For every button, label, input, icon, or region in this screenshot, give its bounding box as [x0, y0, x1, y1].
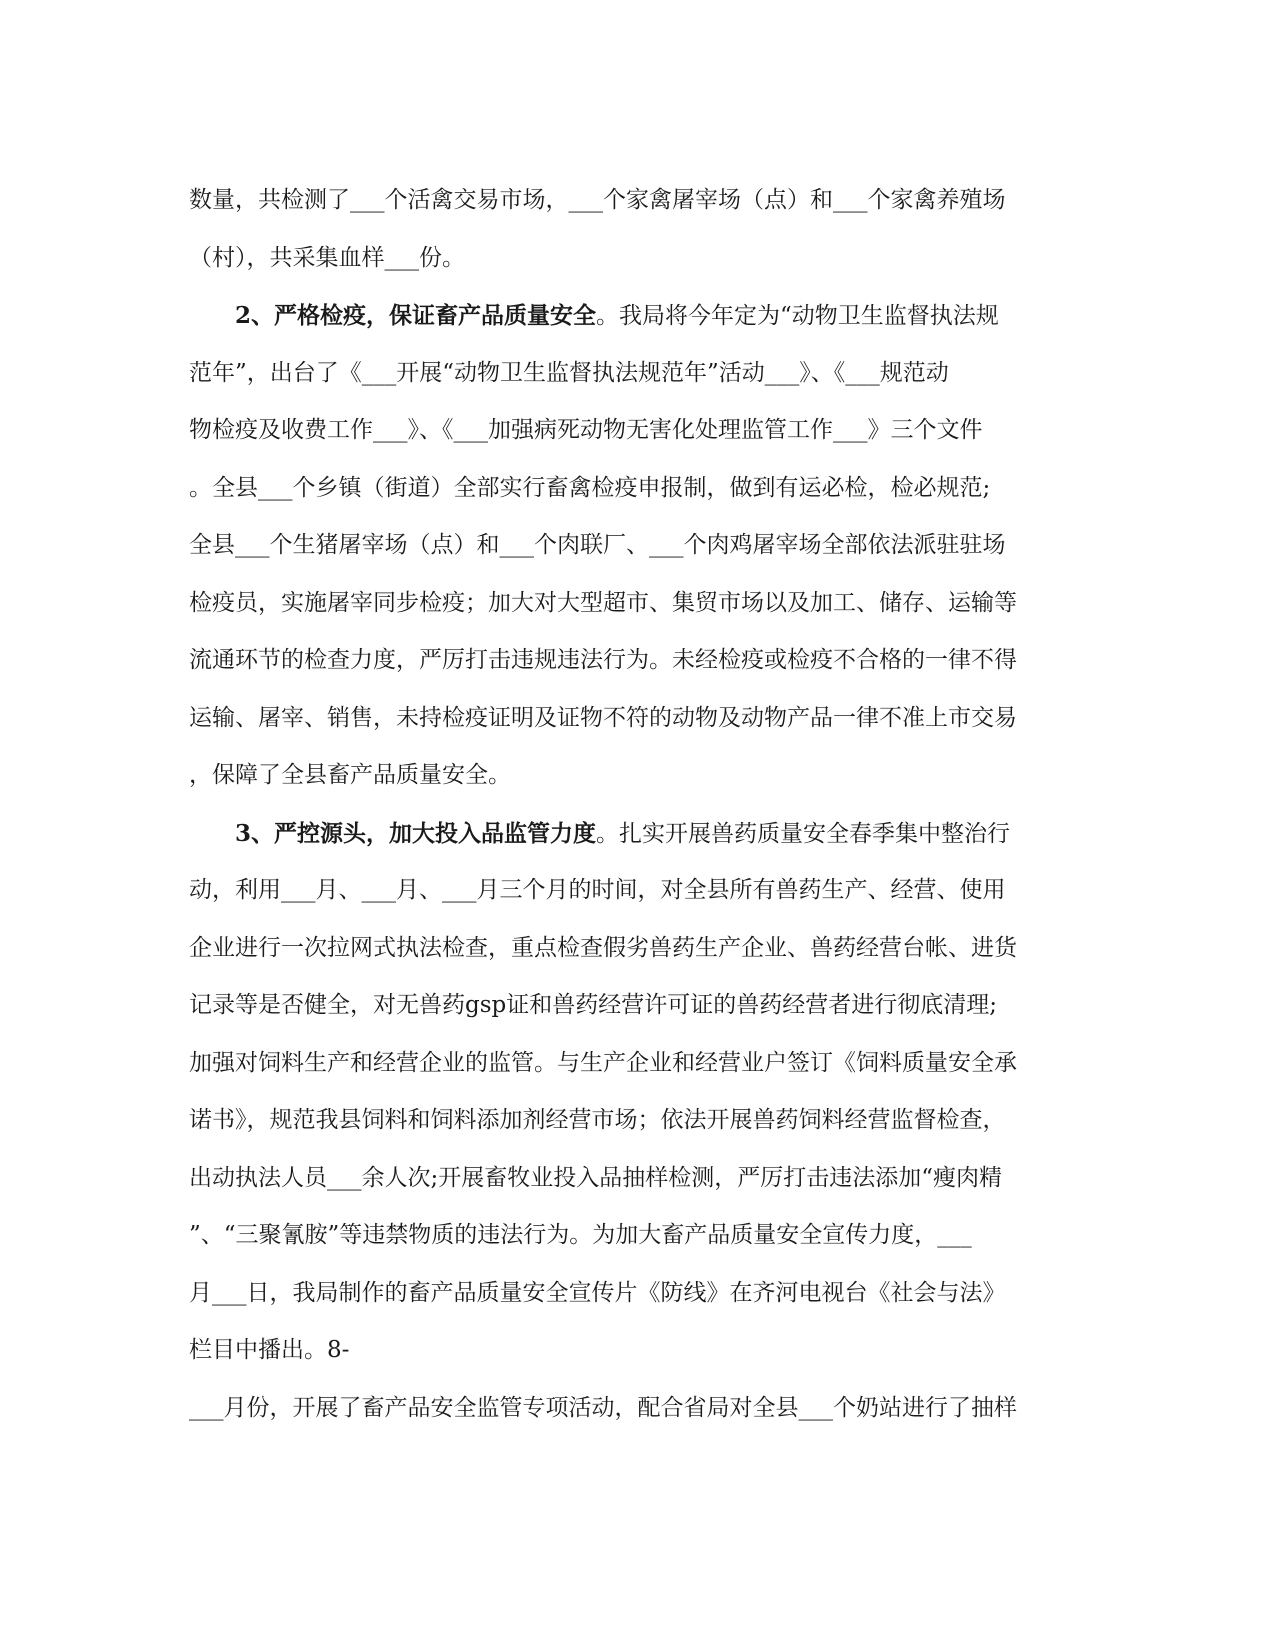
- text-line: ___月份，开展了畜产品安全监管专项活动，配合省局对全县___个奶站进行了抽样: [189, 1394, 1017, 1421]
- text-line: （村），共采集血样___份。: [189, 244, 465, 271]
- text-line: 检疫员，实施屠宰同步检疫；加大对大型超市、集贸市场以及加工、储存、运输等: [189, 589, 1017, 616]
- text-line: 栏目中播出。8-: [189, 1337, 350, 1363]
- paragraph-heading-line: [189, 805, 1089, 863]
- section-heading-3: 3、严控源头，加大投入品监管力度: [235, 819, 597, 847]
- text-line: 范年”，出台了《___开展“动物卫生监督执法规范年”活动___》、《___规范动: [189, 359, 949, 386]
- text-line: 加强对饲料生产和经营企业的监管。与生产企业和经营业户签订《饲料质量安全承: [189, 1049, 1017, 1076]
- text-line: ”、“三聚氰胺”等违禁物质的违法行为。为加大畜产品质量安全宣传力度，___: [189, 1222, 972, 1248]
- text-line: 月___日，我局制作的畜产品质量安全宣传片《防线》在齐河电视台《社会与法》: [189, 1279, 1006, 1306]
- document-body: [189, 172, 1089, 1437]
- text-line: 全县___个生猪屠宰场（点）和___个肉联厂、___个肉鸡屠宰场全部依法派驻驻场: [189, 532, 1006, 558]
- text-line: 流通环节的检查力度，严厉打击违规违法行为。未经检疫或检疫不合格的一律不得: [189, 647, 1017, 673]
- text-run: 。扎实开展兽药质量安全春季集中整治行: [596, 820, 1011, 847]
- text-run: 。我局将今年定为“动物卫生监督执法规: [596, 303, 999, 329]
- text-line: 记录等是否健全，对无兽药gsp证和兽药经营许可证的兽药经营者进行彻底清理;: [189, 992, 997, 1018]
- text-line: 诺书》，规范我县饲料和饲料添加剂经营市场；依法开展兽药饲料经营监督检查，: [189, 1107, 1006, 1133]
- text-line: 运输、屠宰、销售，未持检疫证明及证物不符的动物及动物产品一律不准上市交易: [189, 704, 1017, 731]
- paragraph-heading-line: [189, 287, 1089, 345]
- text-line: 企业进行一次拉网式执法检查，重点检查假劣兽药生产企业、兽药经营台帐、进货: [189, 934, 1017, 961]
- text-line: ，保障了全县畜产品质量安全。: [189, 762, 511, 788]
- text-line: 动，利用___月、___月、___月三个月的时间，对全县所有兽药生产、经营、使用: [189, 877, 1006, 903]
- text-line: 。全县___个乡镇（街道）全部实行畜禽检疫申报制，做到有运必检，检必规范;: [189, 474, 991, 501]
- section-heading-2: 2、严格检疫，保证畜产品质量安全: [235, 302, 597, 329]
- text-line: 物检疫及收费工作___》、《___加强病死动物无害化处理监管工作___》三个文件: [189, 417, 983, 443]
- text-line: 数量，共检测了___个活禽交易市场，___个家禽屠宰场（点）和___个家禽养殖场: [189, 187, 1006, 213]
- text-line: 出动执法人员___余人次;开展畜牧业投入品抽样检测，严厉打击违法添加“瘦肉精: [189, 1164, 1003, 1191]
